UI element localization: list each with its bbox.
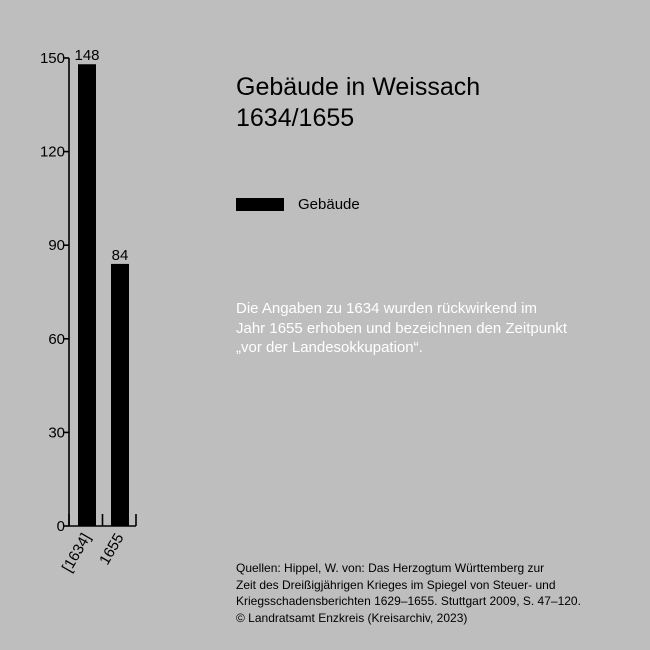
- y-tick-label: 0: [56, 518, 65, 535]
- y-tick-label: 60: [48, 330, 65, 348]
- chart-title: [236, 72, 616, 134]
- bars: [74, 47, 129, 526]
- bar: [111, 264, 129, 526]
- note-line-3: „vor der Landesokkupation“.: [236, 339, 423, 356]
- bar-value-label: 148: [74, 47, 100, 65]
- note-text: [236, 299, 636, 358]
- source-line-3: Kriegsschadensberichten 1629–1655. Stuttgart 2009, S. 47–120.: [236, 594, 581, 608]
- x-tick-label: [1634]: [58, 530, 95, 576]
- source-line-1: Quellen: Hippel, W. von: Das Herzogtum Württemberg zur: [236, 561, 545, 575]
- y-tick-label: 90: [48, 237, 65, 255]
- y-tick-label: 150: [39, 50, 65, 67]
- legend-label: Gebäude: [298, 196, 360, 213]
- source-line-4: © Landratsamt Enzkreis (Kreisarchiv, 2023): [236, 610, 468, 625]
- chart-title-line-2: 1634/1655: [236, 104, 355, 132]
- y-axis: [40, 50, 69, 535]
- chart-title-line-1: Gebäude in Weissach: [236, 73, 481, 101]
- note-line-2: Jahr 1655 erhoben und bezeichnen den Zeitpunkt: [236, 319, 568, 337]
- note-line-1: Die Angaben zu 1634 wurden rückwirkend im: [236, 300, 538, 317]
- legend: [236, 196, 360, 213]
- bar: [78, 64, 96, 526]
- x-tick-label: 1655: [96, 530, 128, 568]
- bar-value-label: 84: [111, 246, 129, 264]
- source-line-2: Zeit des Dreißigjährigen Krieges im Spiegel von Steuer- und: [236, 577, 556, 592]
- y-tick-label: 30: [48, 424, 65, 442]
- legend-swatch: [236, 198, 284, 211]
- sources-text: [236, 560, 636, 626]
- y-tick-label: 120: [39, 143, 65, 161]
